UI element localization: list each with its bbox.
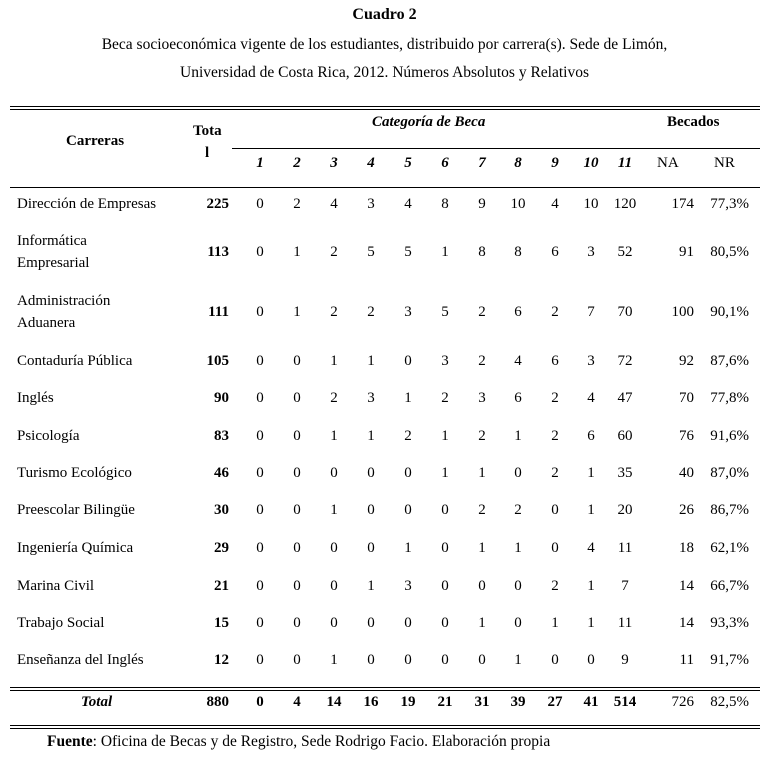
row-cat-value: 2 xyxy=(551,428,559,444)
footer-label: Fuente xyxy=(47,733,93,750)
row-cat-value: 1 xyxy=(587,465,595,481)
total-cat-value: 16 xyxy=(363,694,379,710)
row-cat-value: 2 xyxy=(330,244,338,260)
row-total: 83 xyxy=(214,428,229,444)
row-cat-value: 6 xyxy=(514,304,522,320)
row-cat-value: 0 xyxy=(330,578,338,594)
row-cat-value: 4 xyxy=(587,540,595,556)
row-cat-value: 2 xyxy=(478,502,486,518)
row-cat-value: 0 xyxy=(293,390,301,406)
row-name: Trabajo Social xyxy=(17,615,105,631)
total-rule xyxy=(10,687,760,688)
row-cat-value: 4 xyxy=(404,196,412,212)
row-cat-value: 0 xyxy=(441,540,449,556)
row-cat-value: 2 xyxy=(293,196,301,212)
row-cat-value: 1 xyxy=(441,244,449,260)
row-cat-value: 70 xyxy=(617,304,633,320)
row-cat-value: 0 xyxy=(256,502,264,518)
row-cat-value: 0 xyxy=(404,652,412,668)
category-header-1: 1 xyxy=(256,155,264,171)
header-na: NA xyxy=(657,155,679,171)
row-cat-value: 52 xyxy=(617,244,633,260)
row-cat-value: 2 xyxy=(478,353,486,369)
row-cat-value: 9 xyxy=(621,652,629,668)
row-cat-value: 1 xyxy=(478,465,486,481)
row-cat-value: 8 xyxy=(514,244,522,260)
row-cat-value: 0 xyxy=(256,390,264,406)
row-cat-value: 1 xyxy=(514,428,522,444)
row-total: 15 xyxy=(214,615,229,631)
row-cat-value: 0 xyxy=(367,615,375,631)
row-cat-value: 20 xyxy=(617,502,633,518)
category-header-8: 8 xyxy=(514,155,522,171)
category-header-2: 2 xyxy=(293,155,301,171)
total-total: 880 xyxy=(206,694,229,710)
category-header-3: 3 xyxy=(330,155,338,171)
row-cat-value: 1 xyxy=(514,540,522,556)
category-header-11: 11 xyxy=(617,155,633,171)
row-total: 111 xyxy=(208,304,229,320)
top-rule-2 xyxy=(10,109,760,110)
row-cat-value: 0 xyxy=(441,652,449,668)
row-cat-value: 6 xyxy=(551,244,559,260)
row-name: Informática xyxy=(17,233,87,249)
row-total: 46 xyxy=(214,465,229,481)
row-cat-value: 3 xyxy=(441,353,449,369)
row-cat-value: 0 xyxy=(478,652,486,668)
category-header-4: 4 xyxy=(367,155,375,171)
row-cat-value: 4 xyxy=(330,196,338,212)
row-cat-value: 11 xyxy=(617,540,633,556)
row-cat-value: 10 xyxy=(583,196,599,212)
row-cat-value: 1 xyxy=(330,652,338,668)
row-cat-value: 2 xyxy=(514,502,522,518)
header-rule xyxy=(10,187,760,188)
row-cat-value: 4 xyxy=(551,196,559,212)
total-cat-value: 14 xyxy=(326,694,342,710)
row-cat-value: 0 xyxy=(293,578,301,594)
footer-source xyxy=(47,733,550,751)
row-cat-value: 1 xyxy=(404,390,412,406)
total-cat-value: 19 xyxy=(400,694,416,710)
row-cat-value: 3 xyxy=(367,390,375,406)
row-na: 18 xyxy=(679,540,694,556)
row-cat-value: 5 xyxy=(441,304,449,320)
header-becados: Becados xyxy=(667,114,720,130)
row-cat-value: 1 xyxy=(587,502,595,518)
row-cat-value: 3 xyxy=(587,244,595,260)
total-cat-value: 21 xyxy=(437,694,453,710)
row-name: Contaduría Pública xyxy=(17,353,133,369)
row-cat-value: 0 xyxy=(551,540,559,556)
row-cat-value: 60 xyxy=(617,428,633,444)
row-cat-value: 1 xyxy=(293,244,301,260)
row-cat-value: 6 xyxy=(514,390,522,406)
row-name: Marina Civil xyxy=(17,578,95,594)
row-cat-value: 7 xyxy=(621,578,629,594)
header-nr: NR xyxy=(714,155,735,171)
row-nr: 80,5% xyxy=(710,244,749,260)
row-total: 105 xyxy=(206,353,229,369)
row-cat-value: 1 xyxy=(330,353,338,369)
row-cat-value: 0 xyxy=(256,465,264,481)
total-label: Total xyxy=(81,694,113,710)
row-cat-value: 1 xyxy=(367,578,375,594)
row-total: 12 xyxy=(214,652,229,668)
row-cat-value: 0 xyxy=(404,353,412,369)
table-title: Cuadro 2 xyxy=(352,6,417,23)
row-cat-value: 2 xyxy=(551,304,559,320)
row-na: 92 xyxy=(679,353,694,369)
row-nr: 77,3% xyxy=(710,196,749,212)
row-cat-value: 0 xyxy=(293,465,301,481)
row-total: 225 xyxy=(206,196,229,212)
row-cat-value: 0 xyxy=(514,615,522,631)
row-cat-value: 0 xyxy=(256,244,264,260)
row-nr: 87,0% xyxy=(710,465,749,481)
row-nr: 93,3% xyxy=(710,615,749,631)
row-nr: 66,7% xyxy=(710,578,749,594)
row-na: 70 xyxy=(679,390,694,406)
row-na: 174 xyxy=(671,196,694,212)
row-cat-value: 3 xyxy=(404,578,412,594)
row-cat-value: 1 xyxy=(441,428,449,444)
total-na: 726 xyxy=(671,694,694,710)
total-nr: 82,5% xyxy=(710,694,749,710)
row-nr: 77,8% xyxy=(710,390,749,406)
row-cat-value: 0 xyxy=(330,615,338,631)
row-cat-value: 0 xyxy=(404,615,412,631)
row-cat-value: 0 xyxy=(256,353,264,369)
row-cat-value: 0 xyxy=(551,502,559,518)
table-subtitle-line1: Beca socioeconómica vigente de los estudiantes, distribuido por carrera(s). Sede de Limón, xyxy=(101,36,668,53)
row-cat-value: 0 xyxy=(256,540,264,556)
row-total: 29 xyxy=(214,540,229,556)
row-cat-value: 2 xyxy=(404,428,412,444)
row-name: Empresarial xyxy=(17,255,90,271)
row-cat-value: 4 xyxy=(587,390,595,406)
row-cat-value: 1 xyxy=(478,615,486,631)
row-cat-value: 0 xyxy=(514,578,522,594)
row-na: 91 xyxy=(679,244,694,260)
header-total-line2: l xyxy=(205,145,210,161)
category-header-7: 7 xyxy=(478,155,486,171)
row-cat-value: 0 xyxy=(367,540,375,556)
row-cat-value: 1 xyxy=(367,353,375,369)
row-name: Turismo Ecológico xyxy=(17,465,132,481)
row-cat-value: 0 xyxy=(256,304,264,320)
category-header-5: 5 xyxy=(404,155,412,171)
row-cat-value: 9 xyxy=(478,196,486,212)
row-cat-value: 2 xyxy=(551,390,559,406)
row-cat-value: 1 xyxy=(514,652,522,668)
row-cat-value: 3 xyxy=(478,390,486,406)
total-cat-value: 514 xyxy=(613,694,637,710)
row-cat-value: 0 xyxy=(441,578,449,594)
row-cat-value: 8 xyxy=(478,244,486,260)
top-rule xyxy=(10,106,760,107)
row-cat-value: 2 xyxy=(330,304,338,320)
row-na: 40 xyxy=(679,465,694,481)
row-cat-value: 0 xyxy=(256,578,264,594)
row-total: 90 xyxy=(214,390,229,406)
row-name: Preescolar Bilingüe xyxy=(17,502,135,518)
row-name: Inglés xyxy=(17,390,54,406)
row-cat-value: 0 xyxy=(514,465,522,481)
row-cat-value: 120 xyxy=(613,196,637,212)
row-cat-value: 0 xyxy=(478,578,486,594)
row-na: 11 xyxy=(679,652,694,668)
category-rule xyxy=(232,148,760,149)
row-cat-value: 2 xyxy=(551,465,559,481)
row-cat-value: 2 xyxy=(330,390,338,406)
row-nr: 91,6% xyxy=(710,428,749,444)
row-cat-value: 11 xyxy=(617,615,633,631)
header-total-line1: Tota xyxy=(193,123,222,139)
row-cat-value: 6 xyxy=(587,428,595,444)
row-cat-value: 1 xyxy=(587,578,595,594)
row-cat-value: 1 xyxy=(587,615,595,631)
total-cat-value: 31 xyxy=(474,694,490,710)
row-cat-value: 4 xyxy=(514,353,522,369)
row-cat-value: 1 xyxy=(367,428,375,444)
bottom-rule xyxy=(10,725,760,726)
row-cat-value: 8 xyxy=(441,196,449,212)
row-cat-value: 1 xyxy=(404,540,412,556)
row-cat-value: 1 xyxy=(330,428,338,444)
row-cat-value: 7 xyxy=(587,304,595,320)
row-name: Enseñanza del Inglés xyxy=(17,652,144,668)
row-cat-value: 0 xyxy=(367,465,375,481)
row-cat-value: 0 xyxy=(441,502,449,518)
row-cat-value: 5 xyxy=(367,244,375,260)
total-cat-value: 39 xyxy=(510,694,526,710)
row-total: 30 xyxy=(214,502,229,518)
row-cat-value: 0 xyxy=(587,652,595,668)
total-cat-value: 27 xyxy=(547,694,563,710)
row-cat-value: 0 xyxy=(256,428,264,444)
row-cat-value: 0 xyxy=(256,196,264,212)
row-cat-value: 2 xyxy=(441,390,449,406)
row-nr: 87,6% xyxy=(710,353,749,369)
row-cat-value: 0 xyxy=(367,652,375,668)
row-nr: 86,7% xyxy=(710,502,749,518)
row-cat-value: 3 xyxy=(404,304,412,320)
row-name: Dirección de Empresas xyxy=(17,196,157,212)
row-cat-value: 2 xyxy=(367,304,375,320)
row-na: 26 xyxy=(679,502,694,518)
footer-text: : Oficina de Becas y de Registro, Sede Rodrigo Facio. Elaboración propia xyxy=(92,733,551,750)
row-cat-value: 0 xyxy=(293,428,301,444)
bottom-rule-2 xyxy=(10,728,760,729)
row-na: 76 xyxy=(679,428,694,444)
row-cat-value: 72 xyxy=(617,353,633,369)
row-na: 100 xyxy=(671,304,694,320)
row-total: 113 xyxy=(207,244,229,260)
row-cat-value: 0 xyxy=(256,652,264,668)
row-nr: 91,7% xyxy=(710,652,749,668)
row-cat-value: 35 xyxy=(617,465,633,481)
row-cat-value: 1 xyxy=(293,304,301,320)
row-cat-value: 0 xyxy=(293,353,301,369)
row-na: 14 xyxy=(679,578,694,594)
row-na: 14 xyxy=(679,615,694,631)
row-name: Aduanera xyxy=(17,315,76,331)
row-cat-value: 2 xyxy=(551,578,559,594)
row-total: 21 xyxy=(214,578,229,594)
row-cat-value: 0 xyxy=(367,502,375,518)
row-cat-value: 0 xyxy=(330,465,338,481)
category-header-9: 9 xyxy=(551,155,559,171)
row-cat-value: 2 xyxy=(478,428,486,444)
row-name: Psicología xyxy=(17,428,80,444)
row-cat-value: 5 xyxy=(404,244,412,260)
category-header-10: 10 xyxy=(583,155,599,171)
row-cat-value: 0 xyxy=(441,615,449,631)
row-cat-value: 10 xyxy=(510,196,526,212)
row-cat-value: 0 xyxy=(330,540,338,556)
header-categoria: Categoría de Beca xyxy=(372,114,486,130)
row-cat-value: 1 xyxy=(551,615,559,631)
header-carreras: Carreras xyxy=(66,133,125,149)
total-cat-value: 41 xyxy=(583,694,599,710)
row-cat-value: 1 xyxy=(330,502,338,518)
row-cat-value: 0 xyxy=(404,502,412,518)
total-rule-2 xyxy=(10,690,760,691)
row-cat-value: 47 xyxy=(617,390,633,406)
row-cat-value: 0 xyxy=(293,502,301,518)
total-cat-value: 4 xyxy=(293,694,301,710)
row-cat-value: 0 xyxy=(293,540,301,556)
row-cat-value: 0 xyxy=(404,465,412,481)
row-cat-value: 0 xyxy=(293,652,301,668)
row-cat-value: 0 xyxy=(256,615,264,631)
row-cat-value: 1 xyxy=(441,465,449,481)
row-nr: 90,1% xyxy=(710,304,749,320)
row-nr: 62,1% xyxy=(710,540,749,556)
row-cat-value: 1 xyxy=(478,540,486,556)
row-cat-value: 0 xyxy=(551,652,559,668)
row-cat-value: 2 xyxy=(478,304,486,320)
table-subtitle-line2: Universidad de Costa Rica, 2012. Números Absolutos y Relativos xyxy=(180,64,589,81)
category-header-6: 6 xyxy=(441,155,449,171)
row-name: Ingeniería Química xyxy=(17,540,134,556)
row-cat-value: 3 xyxy=(367,196,375,212)
row-cat-value: 6 xyxy=(551,353,559,369)
row-name: Administración xyxy=(17,293,111,309)
row-cat-value: 0 xyxy=(293,615,301,631)
row-cat-value: 3 xyxy=(587,353,595,369)
total-cat-value: 0 xyxy=(256,694,264,710)
